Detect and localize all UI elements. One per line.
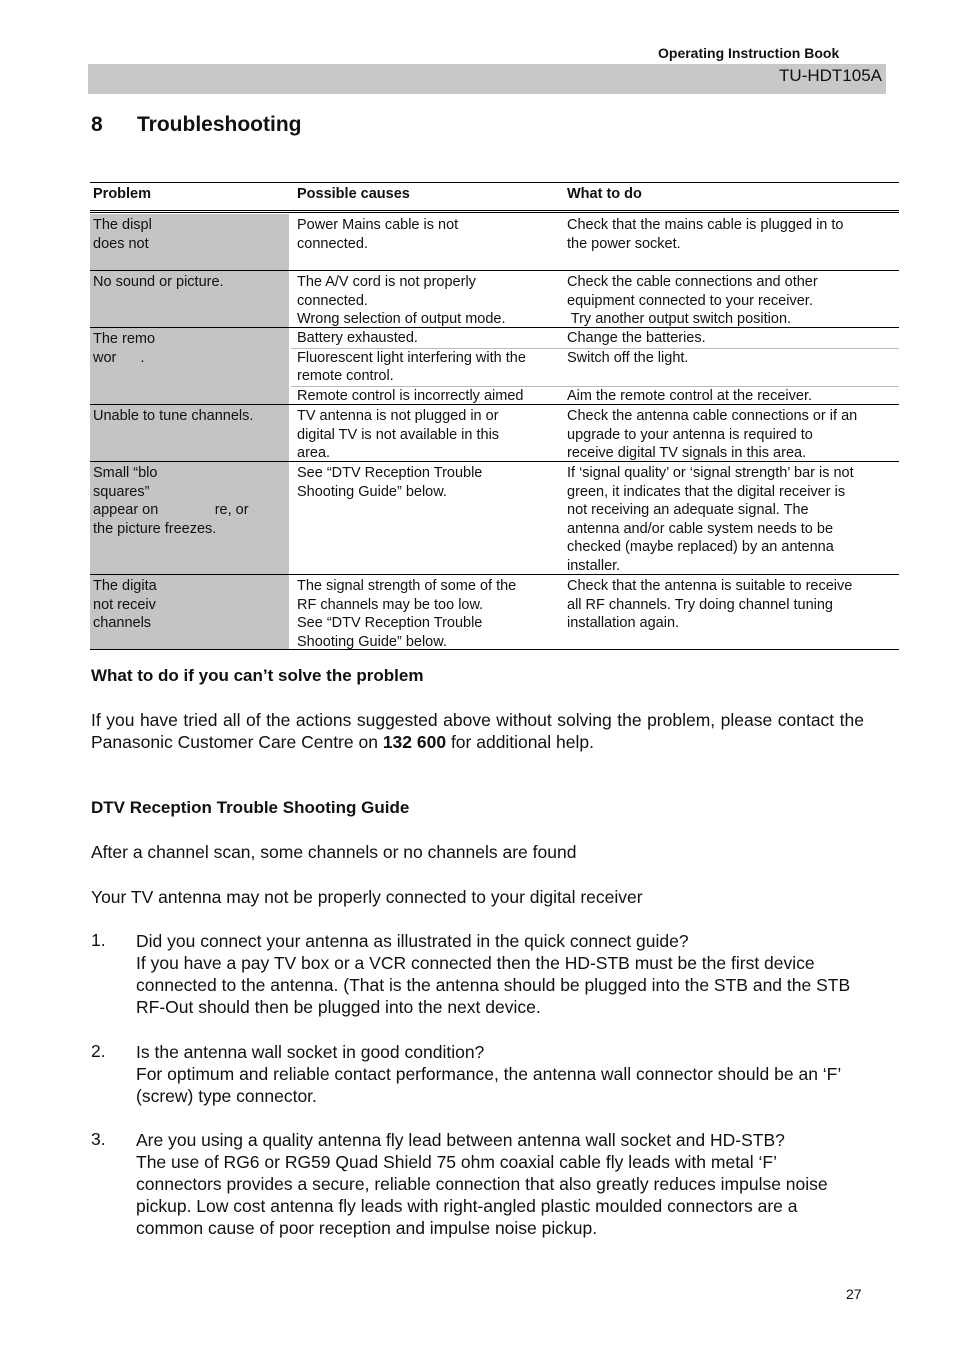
action-text: antenna and/or cable system needs to be xyxy=(567,520,834,537)
page-number: 27 xyxy=(846,1286,862,1302)
problem-text: The remo xyxy=(93,331,156,347)
action-text: Aim the remote control at the receiver. xyxy=(567,387,812,404)
action-text: the power socket. xyxy=(567,235,681,252)
action-text: If ‘signal quality’ or ‘signal strength’ bar is not xyxy=(567,465,854,481)
guide-intro-2: Your TV antenna may not be properly connected to your digital receiver xyxy=(91,887,643,907)
list-answer: The use of RG6 or RG59 Quad Shield 75 ohm coaxial cable fly leads with metal ‘F’ connectors provides a secure, reliable connection that also greatly reduces impulse noise pickup. Low cost antenna fly leads with right-angled plastic moulded connectors are a common cause of poor reception and impulse noise pickup. xyxy=(136,1152,828,1238)
cause-text: Battery exhausted. xyxy=(297,330,418,346)
problem-cell xyxy=(90,405,289,461)
cause-cell xyxy=(297,577,559,651)
action-cell xyxy=(567,464,897,575)
section-title xyxy=(91,113,301,137)
guide-heading: DTV Reception Trouble Shooting Guide xyxy=(91,798,410,817)
action-text: green, it indicates that the digital receiver is xyxy=(567,483,846,500)
cause-text: See “DTV Reception Trouble xyxy=(297,615,483,631)
table-row xyxy=(90,271,899,328)
action-text: installation again. xyxy=(567,615,680,631)
list-answer: For optimum and reliable contact performance, the antenna wall connector should be an ‘F’ (screw) type connector. xyxy=(136,1064,841,1106)
problem-cell xyxy=(90,462,289,574)
cause-text: Fluorescent light interfering with the xyxy=(297,349,526,366)
cause-text: RF channels may be too low. xyxy=(297,596,484,613)
problem-text: wor . xyxy=(93,349,145,366)
action-cell xyxy=(567,349,897,368)
model-number: TU-HDT105A xyxy=(779,66,882,85)
action-cell xyxy=(567,387,897,406)
list-question: Did you connect your antenna as illustrated in the quick connect guide? xyxy=(136,931,689,951)
list-number: 2. xyxy=(91,1041,106,1061)
table-row xyxy=(90,214,899,271)
list-number: 1. xyxy=(91,930,106,950)
cause-text: Remote control is incorrectly aimed xyxy=(297,387,524,404)
unsolved-paragraph xyxy=(91,709,864,753)
phone-number: 132 600 xyxy=(382,732,447,752)
cause-text: Shooting Guide” below. xyxy=(297,483,447,500)
unsolved-text: If you have tried all of the actions suggested above without solving the problem, please contact the Panasonic Customer Care Centre on xyxy=(91,710,864,752)
action-text: Switch off the light. xyxy=(567,349,689,366)
list-item xyxy=(136,1129,866,1239)
action-cell xyxy=(567,273,897,329)
action-text: Check that the mains cable is plugged in to xyxy=(567,217,844,233)
cause-text: area. xyxy=(297,445,331,461)
cause-text: digital TV is not available in this xyxy=(297,426,500,443)
header-problem: Problem xyxy=(93,186,152,202)
table-row xyxy=(90,462,899,575)
action-cell xyxy=(567,407,897,463)
cause-text: Shooting Guide” below. xyxy=(297,633,447,650)
list-item xyxy=(136,930,866,1018)
section-title-text: Troubleshooting xyxy=(137,113,302,136)
cause-cell xyxy=(297,464,559,501)
action-text: equipment connected to your receiver. xyxy=(567,292,813,309)
problem-cell xyxy=(90,328,289,404)
problem-text: The displ xyxy=(93,217,152,233)
cause-text: TV antenna is not plugged in or xyxy=(297,408,499,424)
cause-cell xyxy=(297,349,559,386)
cause-text: remote control. xyxy=(297,368,394,384)
action-text: Try another output switch position. xyxy=(567,311,792,327)
cause-cell xyxy=(297,387,559,406)
action-text: Check the antenna cable connections or if an xyxy=(567,408,858,424)
problem-cell xyxy=(90,271,289,327)
problem-text: No sound or picture. xyxy=(93,274,224,290)
action-cell xyxy=(567,329,897,348)
cause-text: connected. xyxy=(297,292,368,309)
cause-text: The A/V cord is not properly xyxy=(297,274,476,290)
table-row xyxy=(90,575,899,650)
unsolved-heading: What to do if you can’t solve the problem xyxy=(91,666,424,685)
action-text: Check that the antenna is suitable to receive xyxy=(567,578,853,594)
unsolved-text-end: for additional help. xyxy=(446,732,594,752)
cause-text: See “DTV Reception Trouble xyxy=(297,465,483,481)
list-question: Is the antenna wall socket in good condition? xyxy=(136,1042,485,1062)
problem-text: channels xyxy=(93,615,152,631)
action-text: all RF channels. Try doing channel tuning xyxy=(567,596,833,613)
action-text: checked (maybe replaced) by an antenna xyxy=(567,539,834,555)
problem-text: Small “blo xyxy=(93,465,158,481)
action-text: receive digital TV signals in this area. xyxy=(567,445,807,461)
troubleshooting-table xyxy=(90,182,899,650)
cause-text: Wrong selection of output mode. xyxy=(297,311,506,327)
problem-text: appear on re, or xyxy=(93,502,249,518)
problem-text: the picture freezes. xyxy=(93,520,217,537)
cause-text: Power Mains cable is not xyxy=(297,217,459,233)
action-text: Check the cable connections and other xyxy=(567,274,818,290)
problem-cell xyxy=(90,575,289,649)
action-text: installer. xyxy=(567,557,621,574)
cause-cell xyxy=(297,407,559,463)
guide-intro-1: After a channel scan, some channels or no channels are found xyxy=(91,842,577,862)
cause-cell xyxy=(297,329,559,348)
problem-cell xyxy=(90,214,289,270)
problem-text: squares” xyxy=(93,483,150,500)
list-answer: If you have a pay TV box or a VCR connected then the HD-STB must be the first device connected to the antenna. (That is the antenna should be plugged into the STB and the STB RF-Out should then be plugged into the next device. xyxy=(136,953,851,1017)
table-row xyxy=(90,328,899,405)
action-text: Change the batteries. xyxy=(567,330,706,346)
table-header-row xyxy=(90,182,899,213)
action-cell xyxy=(567,216,897,253)
book-title: Operating Instruction Book xyxy=(658,45,840,61)
cause-cell xyxy=(297,273,559,329)
header-bar xyxy=(88,64,886,94)
table-row xyxy=(90,405,899,462)
problem-text: Unable to tune channels. xyxy=(93,408,254,424)
action-text: upgrade to your antenna is required to xyxy=(567,426,813,443)
list-question: Are you using a quality antenna fly lead between antenna wall socket and HD-STB? xyxy=(136,1130,785,1150)
list-item xyxy=(136,1041,866,1107)
list-number: 3. xyxy=(91,1129,106,1149)
cause-text: The signal strength of some of the xyxy=(297,578,517,594)
problem-text: not receiv xyxy=(93,596,156,613)
problem-text: The digita xyxy=(93,578,157,594)
cause-text: connected. xyxy=(297,235,368,252)
problem-text: does not xyxy=(93,235,149,252)
section-number: 8 xyxy=(91,113,103,136)
action-cell xyxy=(567,577,897,633)
cause-cell xyxy=(297,216,559,253)
action-text: not receiving an adequate signal. The xyxy=(567,502,809,518)
header-what-to-do: What to do xyxy=(567,186,642,202)
header-causes: Possible causes xyxy=(297,186,410,202)
